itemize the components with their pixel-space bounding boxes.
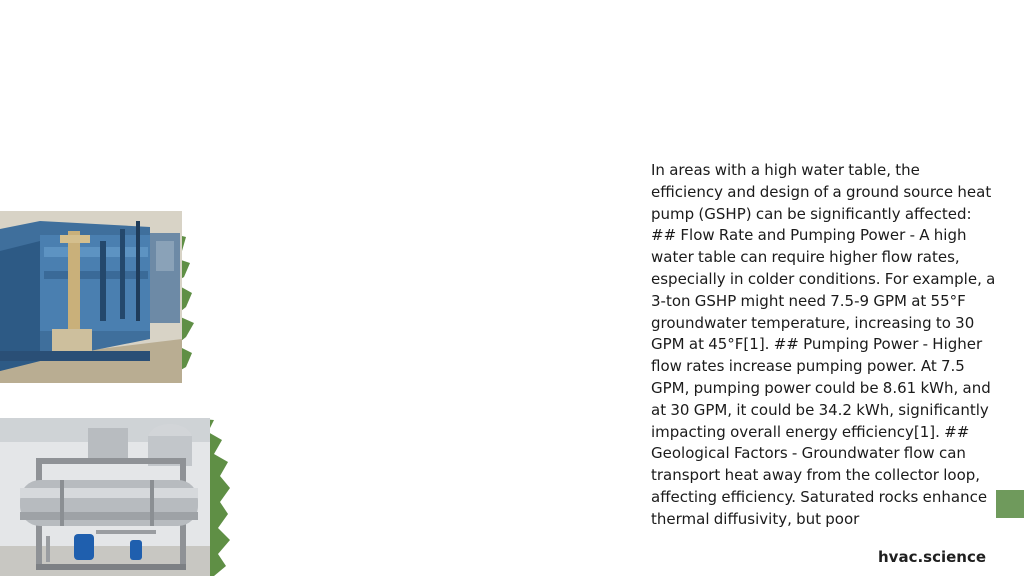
heat-exchanger-photo (0, 418, 232, 576)
heat-pump-photo (0, 211, 200, 383)
site-brand-label: hvac.science (872, 546, 992, 568)
accent-block (996, 490, 1024, 518)
article-text: In areas with a high water table, the efficiency and design of a ground source heat pump (GSHP) can be significantly affected: ## Flow Rate and Pumping Power - A high water table can require higher flow rates, especially in colder conditions. For example, a 3-ton GSHP might need 7.5-9 GPM at 55°F groundwater temperature, increasing to 30 GPM at 45°F[1]. ## Pumping Power - Higher flow rates increase pumping power. At 7.5 GPM, pumping power could be 8.61 kWh, and at 30 GPM, it could be 34.2 kWh, significantly impacting overall energy efficiency[1]. ## Geological Factors - Groundwater flow can transport heat away from the collector loop, affecting efficiency. Saturated rocks enhance thermal diffusivity, but poor (651, 161, 996, 528)
